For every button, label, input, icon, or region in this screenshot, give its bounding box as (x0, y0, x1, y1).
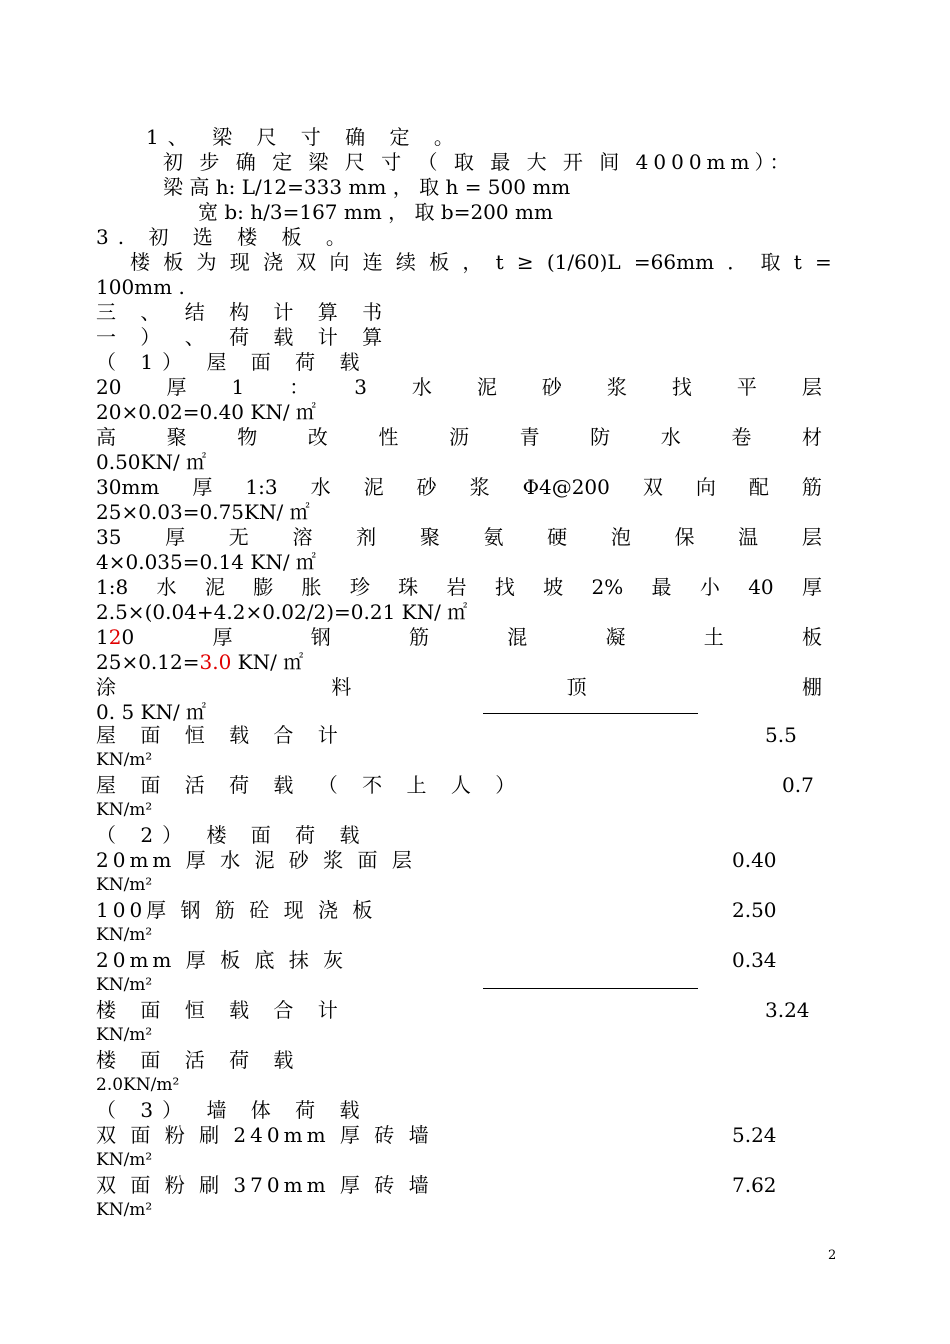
beam-size-title: 1、 梁 尺 寸 确 定 。 (146, 125, 463, 149)
wall-load-title: （ 3） 墙 体 荷 载 (96, 1098, 369, 1122)
floor-item-mortar-label: 20mm 厚 水 泥 砂 浆 面 层 (96, 848, 416, 872)
floor-item-plaster-value: 0.34 (732, 948, 777, 972)
roof-item-concrete-slab-calc: 25×0.12=3.0 KN/ ㎡ (96, 650, 304, 674)
floor-item-slab-value: 2.50 (732, 898, 777, 922)
wall-item-370-unit: KN/m² (96, 1200, 153, 1220)
roof-item-reinforced-mortar-calc: 25×0.03=0.75KN/ ㎡ (96, 500, 310, 524)
roof-dead-load-unit: KN/m² (96, 750, 153, 770)
beam-size-line-3: 宽 b: h/3=167 mm ， 取 b=200 mm (198, 200, 553, 224)
wall-item-370-label: 双 面 粉 刷 370mm 厚 砖 墙 (96, 1173, 433, 1197)
floor-dead-load-label: 楼 面 恒 载 合 计 (96, 998, 347, 1022)
slab-selection-line: 楼 板 为 现 浇 双 向 连 续 板 ， t ≥ (1/60)L =66mm ． 取 t = (130, 250, 832, 274)
roof-item-slope-fill: 1:8 水 泥 膨 胀 珍 珠 岩 找 坡 2% 最 小 40 厚 (96, 575, 822, 599)
roof-item-ceiling-coating: 涂 料 顶 棚 (96, 675, 822, 699)
roof-item-membrane: 高 聚 物 改 性 沥 青 防 水 卷 材 (96, 425, 822, 449)
wall-item-370-value: 7.62 (732, 1173, 777, 1197)
roof-item-slope-fill-calc: 2.5×(0.04+4.2×0.02/2)=0.21 KN/ ㎡ (96, 600, 468, 624)
roof-item-membrane-calc: 0.50KN/ ㎡ (96, 450, 207, 474)
roof-dead-load-value: 5.5 (765, 723, 797, 747)
floor-dead-load-value: 3.24 (765, 998, 810, 1022)
floor-dead-load-unit: KN/m² (96, 1025, 153, 1045)
floor-sum-rule (483, 988, 698, 989)
slab-selection-end: 100mm . (96, 275, 185, 299)
wall-item-240-label: 双 面 粉 刷 240mm 厚 砖 墙 (96, 1123, 433, 1147)
roof-item-ceiling-coating-calc: 0. 5 KN/ ㎡ (96, 700, 207, 724)
structural-calc-heading: 三 、 结 构 计 算 书 (96, 300, 392, 324)
roof-item-insulation: 35 厚 无 溶 剂 聚 氨 硬 泡 保 温 层 (96, 525, 822, 549)
roof-dead-load-label: 屋 面 恒 载 合 计 (96, 723, 347, 747)
floor-load-title: （ 2） 楼 面 荷 载 (96, 823, 369, 847)
roof-live-load-value: 0.7 (782, 773, 814, 797)
slab-selection-title: 3. 初 选 楼 板 。 (96, 225, 355, 249)
floor-item-mortar-unit: KN/m² (96, 875, 153, 895)
roof-sum-rule (483, 713, 698, 714)
roof-item-insulation-calc: 4×0.035=0.14 KN/ ㎡ (96, 550, 316, 574)
roof-item-screed-calc: 20×0.02=0.40 KN/ ㎡ (96, 400, 316, 424)
floor-item-slab-unit: KN/m² (96, 925, 153, 945)
beam-size-line-2: 梁 高 h: L/12=333 mm ， 取 h = 500 mm (163, 175, 571, 199)
floor-item-plaster-unit: KN/m² (96, 975, 153, 995)
beam-size-line-1: 初 步 确 定 梁 尺 寸 （ 取 最 大 开 间 4000mm）： (163, 150, 795, 174)
roof-item-concrete-slab: 120 厚 钢 筋 混 凝 土 板 (96, 625, 822, 649)
wall-item-240-value: 5.24 (732, 1123, 777, 1147)
floor-item-plaster-label: 20mm 厚 板 底 抹 灰 (96, 948, 348, 972)
load-calc-heading: 一 ） 、 荷 载 计 算 (96, 325, 392, 349)
roof-item-screed: 20 厚 1 ： 3 水 泥 砂 浆 找 平 层 (96, 375, 822, 399)
roof-load-title: （ 1） 屋 面 荷 载 (96, 350, 369, 374)
roof-live-load-label: 屋 面 活 荷 载 （ 不 上 人 ） (96, 773, 525, 797)
floor-live-load-label: 楼 面 活 荷 载 (96, 1048, 303, 1072)
page-number: 2 (828, 1248, 837, 1263)
floor-item-slab-label: 100厚 钢 筋 砼 现 浇 板 (96, 898, 377, 922)
roof-live-load-unit: KN/m² (96, 800, 153, 820)
floor-item-mortar-value: 0.40 (732, 848, 777, 872)
wall-item-240-unit: KN/m² (96, 1150, 153, 1170)
floor-live-load-value: 2.0KN/m² (96, 1075, 180, 1095)
roof-item-reinforced-mortar: 30mm 厚 1:3 水 泥 砂 浆 Φ4@200 双 向 配 筋 (96, 475, 822, 499)
